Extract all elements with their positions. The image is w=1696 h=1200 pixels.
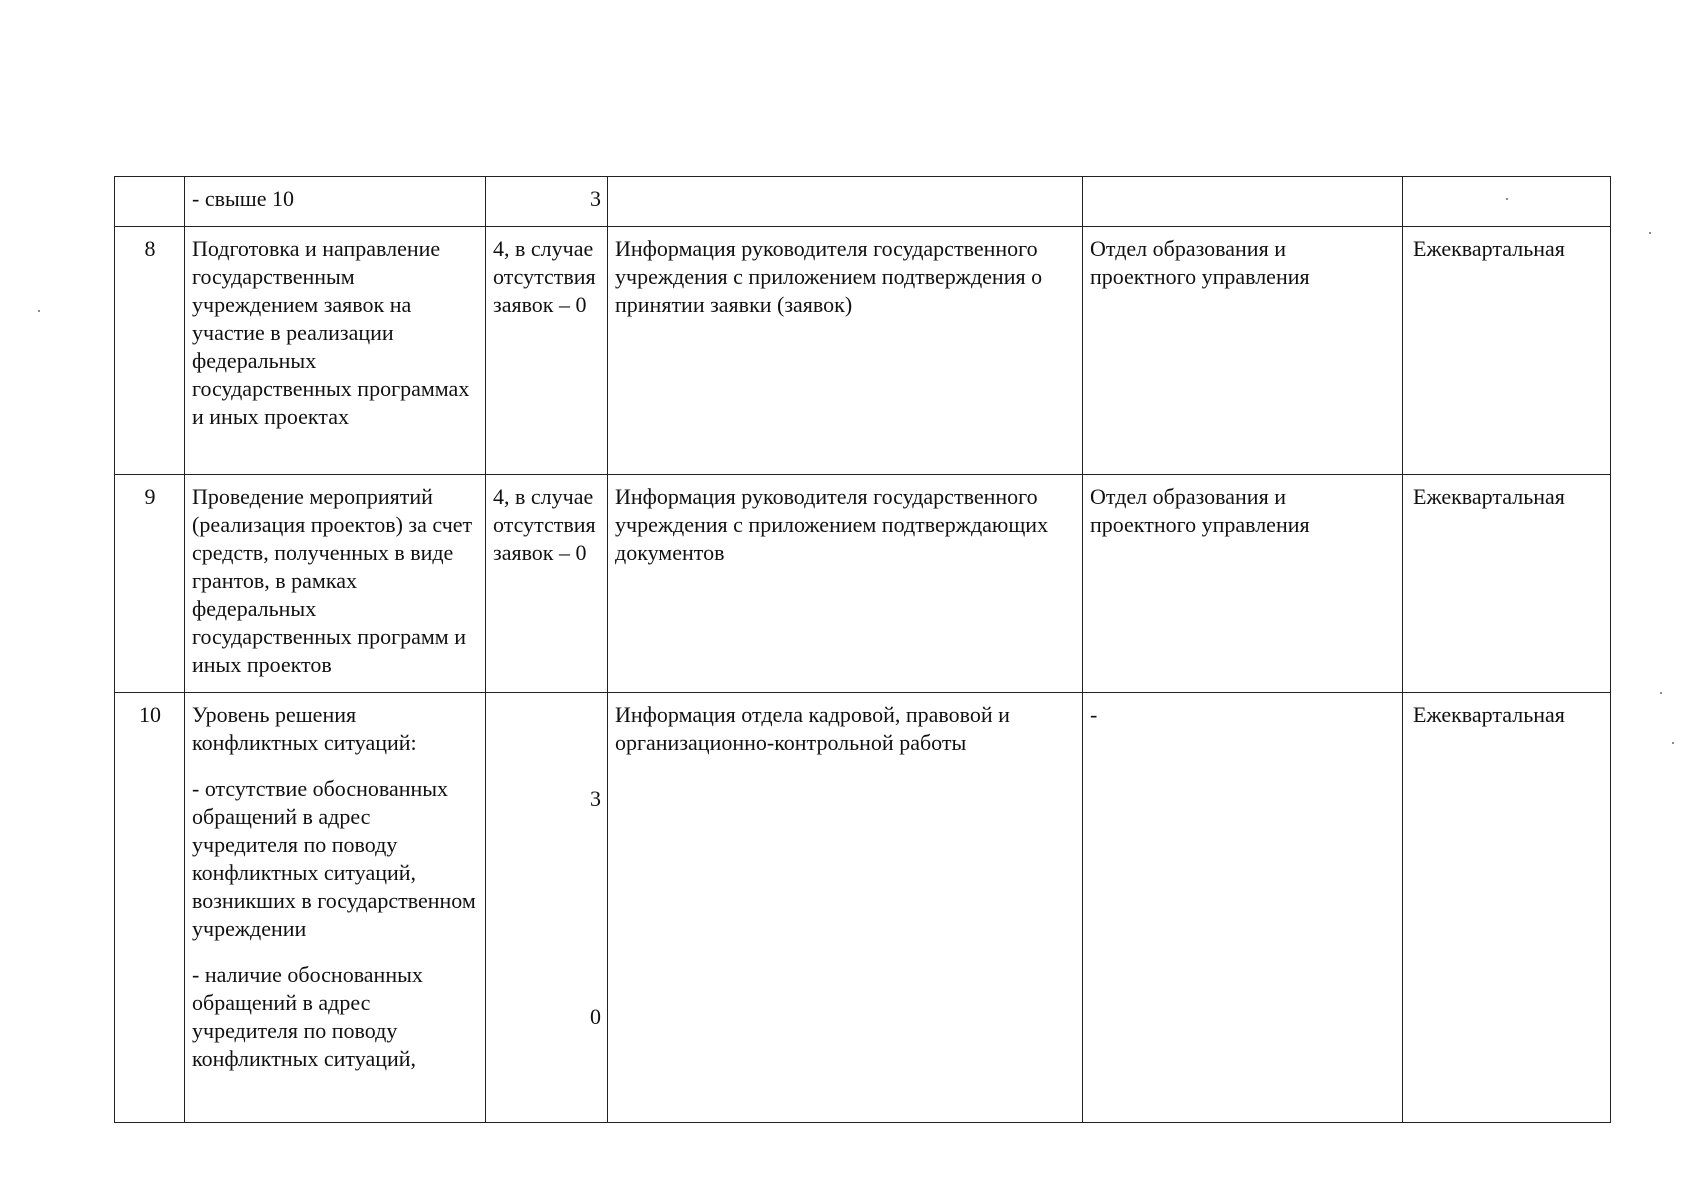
criterion-option-b: - наличие обоснованных обращений в адрес учредителя по поводу конфликтных ситуаций, [192,962,423,1071]
frequency-cell: Ежеквартальная [1403,475,1611,693]
source-cell: Информация руководителя государственного учреждения с приложением подтверждающих документов [608,475,1083,693]
responsible-cell [1083,177,1403,227]
scan-speck [1649,232,1651,234]
criterion-cell: - свыше 10 [185,177,486,227]
source-cell: Информация отдела кадровой, правовой и организационно-контрольной работы [608,693,1083,1123]
points-option-a: 3 [590,786,601,811]
points-cell: 4, в случае отсутствия заявок – 0 [486,475,608,693]
scan-speck [38,310,40,312]
table-row [115,693,1611,1123]
row-number: 10 [115,693,185,1123]
table-row [115,227,1611,475]
row-number: 8 [115,227,185,475]
points-option-b: 0 [590,1004,601,1029]
row-number: 9 [115,475,185,693]
table-row [115,475,1611,693]
source-cell: Информация руководителя государственного учреждения с приложением подтверждения о принятии заявки (заявок) [608,227,1083,475]
responsible-cell: Отдел образования и проектного управления [1083,475,1403,693]
criterion-cell: Подготовка и направление государственным учреждением заявок на участие в реализации федеральных государственных программах и иных проектах [185,227,486,475]
frequency-cell: Ежеквартальная [1403,227,1611,475]
criterion-cell: Проведение мероприятий (реализация проектов) за счет средств, полученных в виде грантов, в рамках федеральных государственных программ и иных проектов [185,475,486,693]
scan-speck [1672,742,1674,744]
scan-speck [1660,692,1662,694]
criterion-cell [185,693,486,1123]
responsible-cell: Отдел образования и проектного управления [1083,227,1403,475]
points-cell: 4, в случае отсутствия заявок – 0 [486,227,608,475]
scan-speck [1506,198,1508,200]
criterion-option-a: - отсутствие обоснованных обращений в адрес учредителя по поводу конфликтных ситуаций, возникших в государственном учреждении [192,776,476,941]
source-cell [608,177,1083,227]
frequency-cell: Ежеквартальная [1403,693,1611,1123]
responsible-cell: - [1083,693,1403,1123]
row-number [115,177,185,227]
criterion-title: Уровень решения конфликтных ситуаций: [192,702,417,755]
table-row [115,177,1611,227]
points-cell: 3 [486,177,608,227]
points-cell [486,693,608,1123]
frequency-cell [1403,177,1611,227]
criteria-table [114,176,1611,1123]
